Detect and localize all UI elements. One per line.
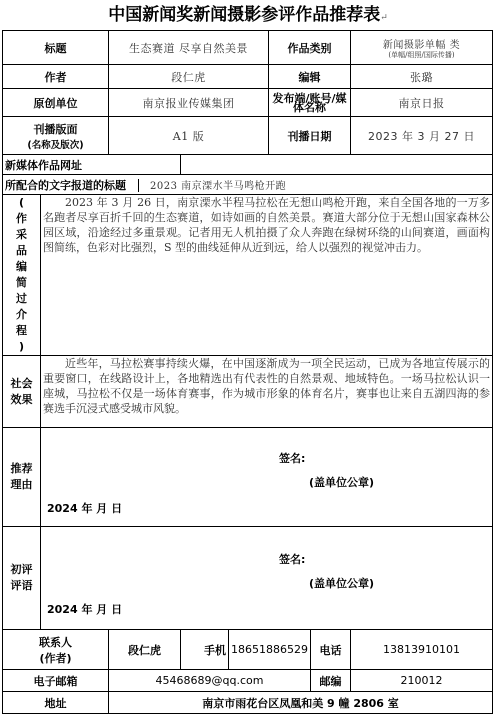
row-address [3, 692, 493, 714]
label-date: 刊播日期 [269, 117, 351, 155]
value-postcode: 210012 [351, 670, 493, 692]
row-caption [3, 175, 493, 195]
value-author: 段仁虎 [109, 65, 269, 89]
review-date: 2024 年 月 日 [47, 603, 123, 616]
value-date: 2023 年 3 月 27 日 [351, 117, 493, 155]
label-intro: ( 作采品编简过介程 ) [3, 195, 41, 356]
value-intro: 2023 年 3 月 26 日，南京溧水半程马拉松在无想山鸣枪开跑，来自全国各地的一万多名跑者尽享百折千回的生态赛道，如诗如画的自然美景。赛道大部分位于无想山国家森林公园区域，沿途经过多重景观。记者用无人机拍摄了众人奔跑在绿树环绕的山间赛道，画面构图简练，色彩对比强烈，S 型的曲线延伸从近到远，给人以强烈的视觉冲击力。 [41, 195, 493, 356]
label-author: 作者 [3, 65, 109, 89]
review-cell [41, 527, 493, 630]
value-caption: 2023 南京溧水半马鸣枪开跑 [150, 180, 287, 192]
label-category: 作品类别 [269, 31, 351, 65]
label-address: 地址 [3, 692, 109, 714]
row-review [3, 527, 493, 630]
review-sign: 签名: [279, 553, 306, 566]
row-author [3, 65, 493, 89]
label-recommend: 推荐理由 [3, 428, 41, 527]
value-effect: 近些年，马拉松赛事持续火爆，在中国逐渐成为一项全民运动，已成为各地宣传展示的重要窗口，在线路设计上，各地精选出有代表性的自然景观、地域特色。一场马拉松认识一座城，马拉松不仅是一场体育赛事，作为城市形象的体育名片，赛事也让来自五湖四海的参赛选手沉浸式感受城市风貌。 [41, 356, 493, 428]
recommend-date: 2024 年 月 日 [47, 502, 123, 515]
value-url [181, 155, 493, 175]
review-seal: (盖单位公章) [309, 577, 375, 590]
label-review: 初评评语 [3, 527, 41, 630]
row-edition [3, 117, 493, 155]
value-publisher: 南京日报 [351, 89, 493, 117]
value-address: 南京市雨花台区凤凰和美 9 幢 2806 室 [109, 692, 493, 714]
label-editor: 编辑 [269, 65, 351, 89]
label-contact: 联系人 (作者) [3, 630, 109, 670]
recommend-cell [41, 428, 493, 527]
row-url [3, 155, 493, 175]
value-category [351, 31, 493, 65]
value-unit: 南京报业传媒集团 [109, 89, 269, 117]
label-edition: 刊播版面 (名称及版次) [3, 117, 109, 155]
row-effect [3, 356, 493, 428]
recommend-sign: 签名: [279, 452, 306, 465]
row-intro [3, 195, 493, 356]
label-effect: 社会效果 [3, 356, 41, 428]
category-main: 新闻摄影单幅 类 [382, 40, 461, 51]
label-unit: 原创单位 [3, 89, 109, 117]
value-title: 生态赛道 尽享自然美景 [109, 31, 269, 65]
value-email: 45468689@qq.com [109, 670, 311, 692]
recommendation-form [2, 30, 493, 714]
value-editor: 张璐 [351, 65, 493, 89]
return-mark-icon: ↵ [380, 13, 388, 23]
caption-cell [3, 175, 493, 195]
row-recommend [3, 428, 493, 527]
label-caption: 所配合的文字报道的标题 [5, 178, 126, 192]
row-contact [3, 630, 493, 670]
value-contact: 段仁虎 [109, 630, 181, 670]
label-phone: 手机 [181, 630, 229, 670]
label-publisher: 发布端/账号/媒体名称 [269, 89, 351, 117]
value-tel: 13813910101 [351, 630, 493, 670]
value-edition: A1 版 [109, 117, 269, 155]
label-postcode: 邮编 [311, 670, 351, 692]
category-note: (单幅/组照/国际传播) [388, 51, 455, 59]
label-url: 新媒体作品网址 [3, 155, 181, 175]
value-phone: 18651886529 [229, 630, 311, 670]
form-title: 中国新闻奖新闻摄影参评作品推荐表↵ [108, 5, 388, 25]
label-email: 电子邮箱 [3, 670, 109, 692]
row-unit [3, 89, 493, 117]
label-tel: 电话 [311, 630, 351, 670]
row-email [3, 670, 493, 692]
recommend-seal: (盖单位公章) [309, 476, 375, 489]
row-title [3, 31, 493, 65]
label-title: 标题 [3, 31, 109, 65]
